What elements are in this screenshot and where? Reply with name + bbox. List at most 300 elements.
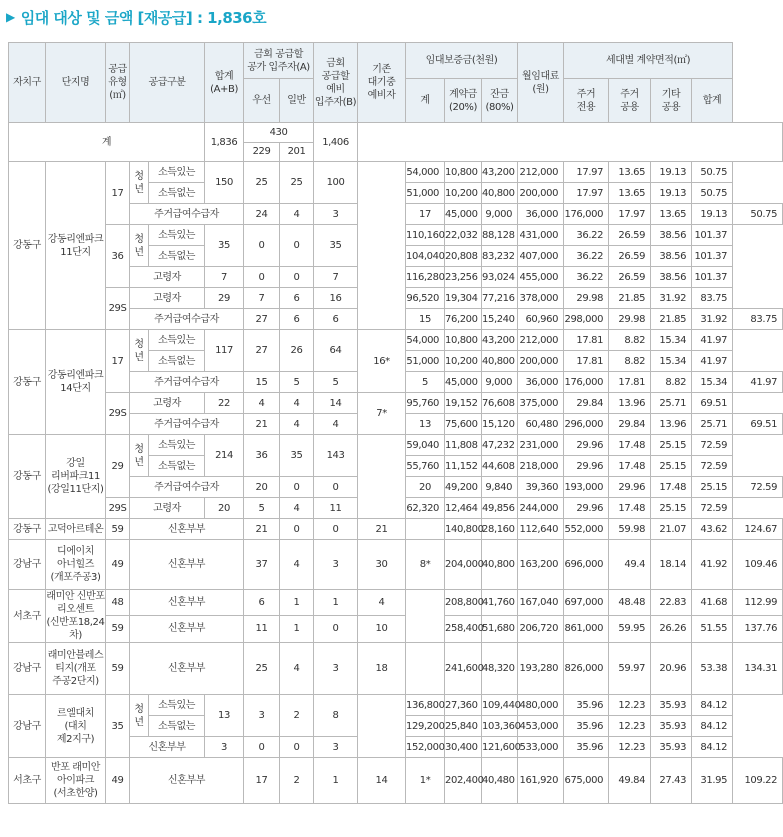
deposit-down-cell: 19,152 [445,393,482,414]
area-total-cell: 41.97 [692,330,733,351]
supply-category-cell: 신혼부부 [130,737,205,758]
area-total-cell: 50.75 [733,204,783,225]
count-reserve: 4 [358,590,406,616]
table-row [9,540,783,590]
area-shared-cell: 17.48 [651,477,692,498]
region-cell: 강동구 [9,330,46,435]
count-reserve: 143 [314,435,358,477]
count-general: 6 [280,288,314,309]
area-private-cell: 29.98 [609,309,651,330]
complex-cell: 래미안 신반포 리오센트 (신반포18,24차) [46,591,105,641]
count-general: 0 [280,267,314,288]
count-general: 4 [280,498,314,519]
summary-label: 계 [9,123,205,162]
waiting-cell: 16* [358,330,406,393]
col-dep-total: 계 [406,79,445,123]
deposit-total-cell: 62,320 [406,498,445,519]
deposit-balance-cell: 167,040 [518,590,564,616]
count-total: 24 [244,204,280,225]
count-total: 150 [205,162,244,204]
summary-priority: 229 [244,142,280,162]
area-total-cell: 84.12 [692,695,733,716]
deposit-total-cell: 76,200 [445,309,482,330]
youth-cell: 청 년 [130,225,149,267]
col-monthly: 월임대료 (원) [518,43,564,123]
area-total-cell: 109.22 [733,758,783,804]
monthly-rent-cell: 231,000 [518,435,564,456]
deposit-balance-cell: 77,216 [482,288,518,309]
count-reserve: 14 [358,758,406,804]
area-other-cell: 41.68 [692,590,733,616]
region-cell: 강동구 [9,162,46,330]
deposit-balance-cell: 43,200 [482,330,518,351]
youth-cell: 청 년 [130,435,149,477]
count-reserve: 64 [314,330,358,372]
area-shared-cell: 8.82 [609,351,651,372]
area-shared-cell: 13.96 [651,414,692,435]
area-shared-cell: 21.07 [651,519,692,540]
area-shared-cell: 26.59 [609,246,651,267]
deposit-total-cell: 59,040 [406,435,445,456]
deposit-balance-cell: 103,360 [482,716,518,737]
count-priority: 0 [244,267,280,288]
count-general: 26 [280,330,314,372]
col-area-private: 주거 전용 [564,79,609,123]
complex-cell: 반포 래미안 아이파크 (서초한양) [46,758,106,804]
area-other-cell: 25.71 [692,414,733,435]
count-total: 117 [205,330,244,372]
table-row [9,615,783,642]
deposit-balance-cell: 161,920 [518,758,564,804]
area-total-cell: 83.75 [733,309,783,330]
summary-public: 430 [244,123,314,143]
supply-type-cell: 29S [106,393,130,435]
supply-subcategory-cell: 소득있는 [149,435,205,456]
supply-type-cell: 49 [106,540,130,590]
table-row [9,162,783,183]
supply-type-cell: 29S [106,498,130,519]
count-priority: 0 [280,477,314,498]
count-priority: 1 [280,590,314,616]
deposit-down-cell: 9,840 [482,477,518,498]
area-shared-cell: 13.65 [651,204,692,225]
supply-category-cell: 신혼부부 [130,540,244,590]
count-general: 3 [314,204,358,225]
waiting-cell [358,695,406,758]
supply-subcategory-cell: 소득없는 [149,716,205,737]
count-priority: 25 [244,162,280,204]
deposit-total-cell: 136,800 [406,695,445,716]
deposit-down-cell: 23,256 [445,267,482,288]
waiting-cell: 1* [406,758,445,804]
area-shared-cell: 17.48 [609,456,651,477]
count-total: 21 [244,519,280,540]
area-other-cell: 43.62 [692,519,733,540]
complex-cell: 강동리엔파크 11단지 [46,162,106,330]
count-priority: 5 [244,498,280,519]
deposit-balance-cell: 88,128 [482,225,518,246]
region-cell: 서초구 [9,758,46,804]
deposit-down-cell: 9,000 [482,372,518,393]
area-total-cell: 137.76 [733,615,783,642]
monthly-rent-cell: 212,000 [518,330,564,351]
count-general: 0 [314,615,358,642]
area-total-cell: 101.37 [692,267,733,288]
monthly-rent-cell: 244,000 [518,498,564,519]
supply-type-cell: 59 [106,615,130,642]
area-private-cell: 29.96 [609,477,651,498]
triangle-right-icon: ▶ [6,10,15,24]
supply-category-cell: 주거급여수급자 [130,477,244,498]
deposit-balance-cell: 121,600 [482,737,518,758]
deposit-down-cell: 10,800 [445,162,482,183]
area-shared-cell: 13.65 [609,162,651,183]
count-priority: 2 [280,758,314,804]
supply-category-cell: 고령자 [130,498,205,519]
area-private-cell: 17.81 [609,372,651,393]
area-other-cell: 35.93 [651,716,692,737]
region-cell: 강남구 [9,643,46,695]
deposit-total-cell: 45,000 [445,204,482,225]
count-reserve: 16 [314,288,358,309]
area-shared-cell: 21.85 [609,288,651,309]
region-cell: 강남구 [9,540,46,590]
area-shared-cell: 8.82 [609,330,651,351]
supply-category-cell: 주거급여수급자 [130,204,244,225]
area-total-cell: 50.75 [692,162,733,183]
deposit-down-cell: 27,360 [445,695,482,716]
supply-category-cell: 주거급여수급자 [130,309,244,330]
deposit-down-cell: 41,760 [482,590,518,616]
count-priority: 4 [244,393,280,414]
youth-cell: 청 년 [130,695,149,737]
complex-cell: 강일 리버파크11 (강일11단지) [46,435,106,519]
count-reserve: 13 [406,414,445,435]
deposit-total-cell: 110,160 [406,225,445,246]
complex-cell: 래미안블레스 티지(개포 주공2단지) [46,643,106,695]
count-total: 20 [205,498,244,519]
area-private-cell: 36.22 [564,246,609,267]
deposit-balance-cell: 39,360 [518,477,564,498]
deposit-total-cell: 104,040 [406,246,445,267]
area-total-cell: 72.59 [692,498,733,519]
waiting-cell [406,590,445,643]
count-priority: 4 [280,414,314,435]
deposit-total-cell: 54,000 [406,162,445,183]
area-private-cell: 29.98 [564,288,609,309]
deposit-total-cell: 51,000 [406,351,445,372]
deposit-balance-cell: 93,024 [482,267,518,288]
deposit-total-cell: 51,000 [406,183,445,204]
count-reserve: 21 [358,519,406,540]
area-total-cell: 124.67 [733,519,783,540]
count-total: 15 [244,372,280,393]
count-priority: 0 [244,225,280,267]
col-region: 자치구 [9,43,46,123]
summary-blank [358,123,783,162]
area-shared-cell: 27.43 [651,758,692,804]
supply-category-cell: 신혼부부 [130,615,244,642]
complex-cell: 디에이치 아너힐즈 (개포주공3) [46,540,106,590]
count-general: 0 [314,519,358,540]
monthly-rent-cell: 480,000 [518,695,564,716]
area-total-cell: 134.31 [733,643,783,695]
col-area-shared: 주거 공용 [609,79,651,123]
count-general: 0 [314,477,358,498]
monthly-rent-cell: 200,000 [518,351,564,372]
count-total: 17 [244,758,280,804]
area-shared-cell: 17.48 [609,498,651,519]
supply-category-cell: 고령자 [130,288,205,309]
area-private-cell: 17.97 [609,204,651,225]
deposit-down-cell: 11,808 [445,435,482,456]
rental-table [8,42,783,804]
area-total-cell: 41.97 [733,372,783,393]
deposit-down-cell: 10,200 [445,351,482,372]
supply-category-cell: 고령자 [130,267,205,288]
col-dep-down: 계약금 (20%) [445,79,482,123]
supply-type-cell: 29S [106,288,130,330]
count-priority: 4 [280,204,314,225]
deposit-total-cell: 96,520 [406,288,445,309]
area-other-cell: 38.56 [651,267,692,288]
deposit-balance-cell: 36,000 [518,204,564,225]
count-total: 7 [205,267,244,288]
area-shared-cell: 20.96 [651,643,692,695]
count-reserve: 35 [314,225,358,267]
count-priority: 5 [280,372,314,393]
supply-subcategory-cell: 소득없는 [149,183,205,204]
deposit-down-cell: 22,032 [445,225,482,246]
area-other-cell: 25.15 [651,435,692,456]
area-private-cell: 29.84 [609,414,651,435]
deposit-total-cell: 116,280 [406,267,445,288]
supply-subcategory-cell: 소득있는 [149,225,205,246]
area-total-cell: 72.59 [692,435,733,456]
monthly-rent-cell: 552,000 [564,519,609,540]
count-priority: 4 [280,643,314,695]
supply-subcategory-cell: 소득없는 [149,246,205,267]
area-total-cell: 69.51 [733,414,783,435]
complex-cell: 고덕아르테온 [46,519,106,540]
monthly-rent-cell: 407,000 [518,246,564,267]
deposit-total-cell: 95,760 [406,393,445,414]
deposit-balance-cell: 163,200 [518,540,564,590]
table-row [9,643,783,695]
youth-cell: 청 년 [130,330,149,372]
count-reserve: 14 [314,393,358,414]
area-other-cell: 35.93 [651,737,692,758]
area-private-cell: 17.97 [564,162,609,183]
deposit-balance-cell: 112,640 [518,519,564,540]
area-shared-cell: 26.59 [609,225,651,246]
count-priority: 0 [280,519,314,540]
deposit-total-cell: 152,000 [406,737,445,758]
area-total-cell: 84.12 [692,737,733,758]
area-total-cell: 84.12 [692,716,733,737]
deposit-total-cell: 129,200 [406,716,445,737]
area-private-cell: 59.95 [609,615,651,642]
deposit-total-cell: 204,000 [445,540,482,590]
waiting-cell [406,519,445,540]
supply-category-cell: 신혼부부 [130,758,244,804]
supply-category-cell: 신혼부부 [130,643,244,695]
area-other-cell: 38.56 [651,246,692,267]
supply-category-cell: 주거급여수급자 [130,372,244,393]
count-reserve: 18 [358,643,406,695]
deposit-down-cell: 28,160 [482,519,518,540]
monthly-rent-cell: 176,000 [564,372,609,393]
area-private-cell: 35.96 [564,716,609,737]
area-total-cell: 101.37 [692,225,733,246]
count-general: 1 [314,590,358,616]
col-area-group: 세대별 계약면적(㎡) [564,43,733,79]
supply-type-cell: 59 [106,519,130,540]
col-reserve: 금회 공급할 예비 입주자(B) [314,43,358,123]
deposit-down-cell: 51,680 [482,615,518,642]
monthly-rent-cell: 296,000 [564,414,609,435]
count-general: 2 [280,695,314,737]
deposit-down-cell: 10,200 [445,183,482,204]
col-public-group: 금회 공급할 공가 입주자(A) [244,43,314,79]
area-other-cell: 31.92 [651,288,692,309]
deposit-total-cell: 45,000 [445,372,482,393]
area-private-cell: 48.48 [609,590,651,616]
area-other-cell: 25.15 [692,477,733,498]
deposit-total-cell: 258,400 [445,615,482,642]
monthly-rent-cell: 861,000 [564,615,609,642]
supply-category-cell: 신혼부부 [130,519,244,540]
count-general: 4 [280,393,314,414]
count-total: 22 [205,393,244,414]
waiting-cell: 7* [358,393,406,435]
count-total: 11 [244,615,280,642]
count-general: 0 [280,225,314,267]
monthly-rent-cell: 218,000 [518,456,564,477]
area-shared-cell: 22.83 [651,590,692,616]
monthly-rent-cell: 675,000 [564,758,609,804]
supply-category-cell: 주거급여수급자 [130,414,244,435]
monthly-rent-cell: 176,000 [564,204,609,225]
count-reserve: 8 [314,695,358,737]
count-priority: 0 [244,737,280,758]
region-cell: 강남구 [9,695,46,758]
count-reserve: 100 [314,162,358,204]
monthly-rent-cell: 533,000 [518,737,564,758]
deposit-down-cell: 20,808 [445,246,482,267]
count-total: 25 [244,643,280,695]
col-area-total: 합계 [692,79,733,123]
deposit-total-cell: 55,760 [406,456,445,477]
monthly-rent-cell: 375,000 [518,393,564,414]
deposit-down-cell: 19,304 [445,288,482,309]
count-general: 5 [314,372,358,393]
supply-category-cell: 고령자 [130,393,205,414]
count-reserve: 10 [358,615,406,642]
table-row [9,695,783,716]
count-total: 6 [244,590,280,616]
deposit-total-cell: 208,800 [445,590,482,616]
table-row [9,590,783,616]
monthly-rent-cell: 298,000 [564,309,609,330]
monthly-rent-cell: 455,000 [518,267,564,288]
col-priority: 우선 [244,79,280,123]
title-text: 임대 대상 및 금액 [재공급] : 1,836호 [20,8,267,27]
count-general: 3 [314,643,358,695]
summary-total: 1,836 [205,123,244,162]
supply-type-cell: 35 [106,695,130,758]
area-other-cell: 25.15 [651,498,692,519]
count-reserve: 30 [358,540,406,590]
waiting-cell [406,643,445,695]
area-total-cell: 112.99 [733,590,783,616]
deposit-balance-cell: 193,280 [518,643,564,695]
deposit-down-cell: 40,800 [482,540,518,590]
supply-type-cell: 48 [106,590,130,616]
waiting-cell: 8* [406,540,445,590]
supply-subcategory-cell: 소득있는 [149,162,205,183]
monthly-rent-cell: 378,000 [518,288,564,309]
supply-subcategory-cell: 소득있는 [149,330,205,351]
waiting-cell [358,435,406,519]
monthly-rent-cell: 697,000 [564,590,609,616]
deposit-balance-cell: 43,200 [482,162,518,183]
area-other-cell: 19.13 [651,162,692,183]
count-general: 0 [280,737,314,758]
area-total-cell: 83.75 [692,288,733,309]
count-priority: 36 [244,435,280,477]
area-private-cell: 29.96 [564,435,609,456]
area-total-cell: 109.46 [733,540,783,590]
area-shared-cell: 17.48 [609,435,651,456]
count-general: 1 [314,758,358,804]
table-row [9,519,783,540]
region-cell: 서초구 [9,590,46,643]
deposit-down-cell: 9,000 [482,204,518,225]
count-priority: 3 [244,695,280,737]
count-total: 35 [205,225,244,267]
deposit-balance-cell: 83,232 [482,246,518,267]
count-general: 35 [280,435,314,477]
deposit-balance-cell: 60,960 [518,309,564,330]
deposit-down-cell: 12,464 [445,498,482,519]
area-shared-cell: 26.26 [651,615,692,642]
deposit-balance-cell: 206,720 [518,615,564,642]
count-reserve: 11 [314,498,358,519]
count-reserve: 17 [406,204,445,225]
monthly-rent-cell: 453,000 [518,716,564,737]
area-shared-cell: 13.65 [609,183,651,204]
area-total-cell: 41.97 [692,351,733,372]
supply-subcategory-cell: 소득없는 [149,351,205,372]
area-private-cell: 35.96 [564,737,609,758]
supply-type-cell: 17 [106,330,130,393]
area-shared-cell: 12.23 [609,695,651,716]
count-reserve: 15 [406,309,445,330]
deposit-down-cell: 40,480 [482,758,518,804]
count-general: 4 [314,414,358,435]
count-reserve: 3 [314,737,358,758]
deposit-balance-cell: 47,232 [482,435,518,456]
area-other-cell: 41.92 [692,540,733,590]
area-total-cell: 72.59 [692,456,733,477]
area-shared-cell: 8.82 [651,372,692,393]
area-other-cell: 25.71 [651,393,692,414]
area-other-cell: 19.13 [692,204,733,225]
supply-category-cell: 신혼부부 [130,590,244,616]
deposit-total-cell: 49,200 [445,477,482,498]
count-priority: 7 [244,288,280,309]
